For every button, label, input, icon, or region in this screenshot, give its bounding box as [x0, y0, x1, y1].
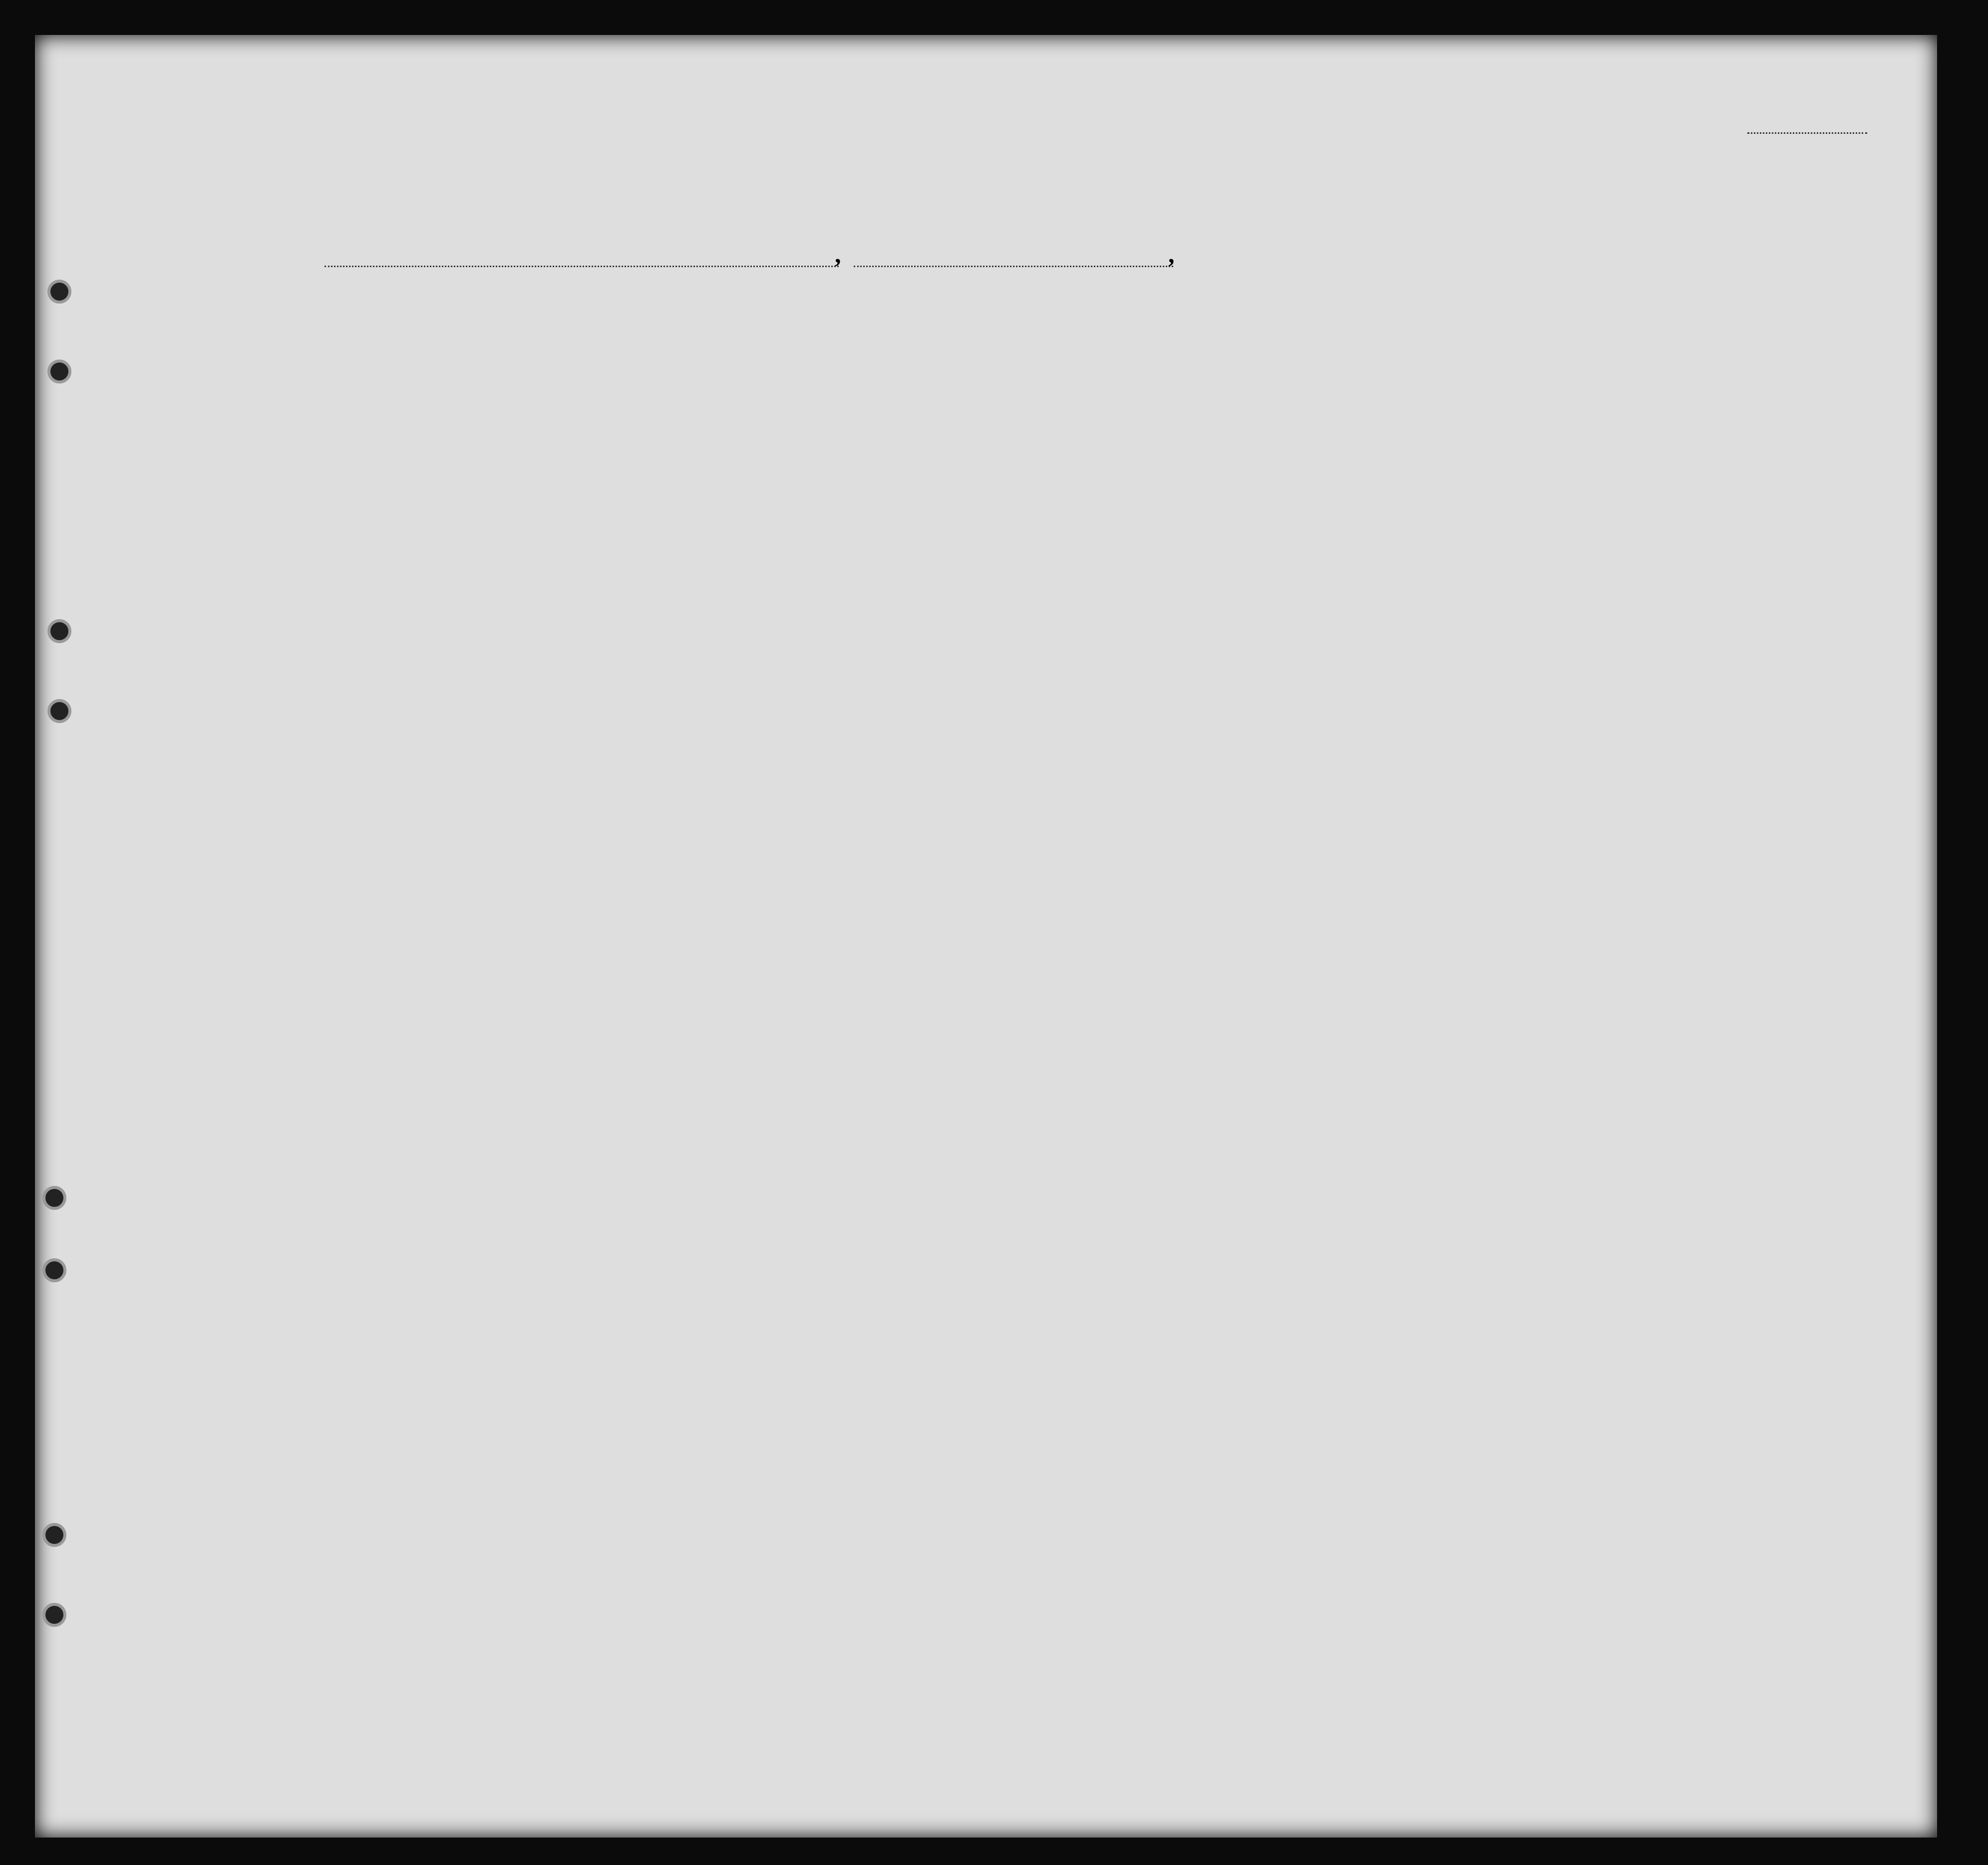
typed-note-1	[1675, 150, 1710, 163]
date-underline	[854, 266, 1173, 267]
punch-hole-icon	[47, 699, 71, 723]
punch-hole-icon	[42, 1258, 66, 1282]
punch-hole-icon	[47, 619, 71, 643]
typed-note-2	[1657, 165, 1697, 178]
punch-hole-icon	[42, 1186, 66, 1210]
comma: ,	[1168, 240, 1175, 268]
comma: ,	[835, 240, 841, 268]
manifest-sheet	[35, 35, 1937, 1838]
punch-hole-icon	[42, 1603, 66, 1627]
port-underline	[325, 266, 839, 267]
punch-hole-icon	[42, 1523, 66, 1547]
list-underline	[1747, 132, 1867, 134]
punch-hole-icon	[47, 360, 71, 383]
punch-hole-icon	[47, 280, 71, 304]
